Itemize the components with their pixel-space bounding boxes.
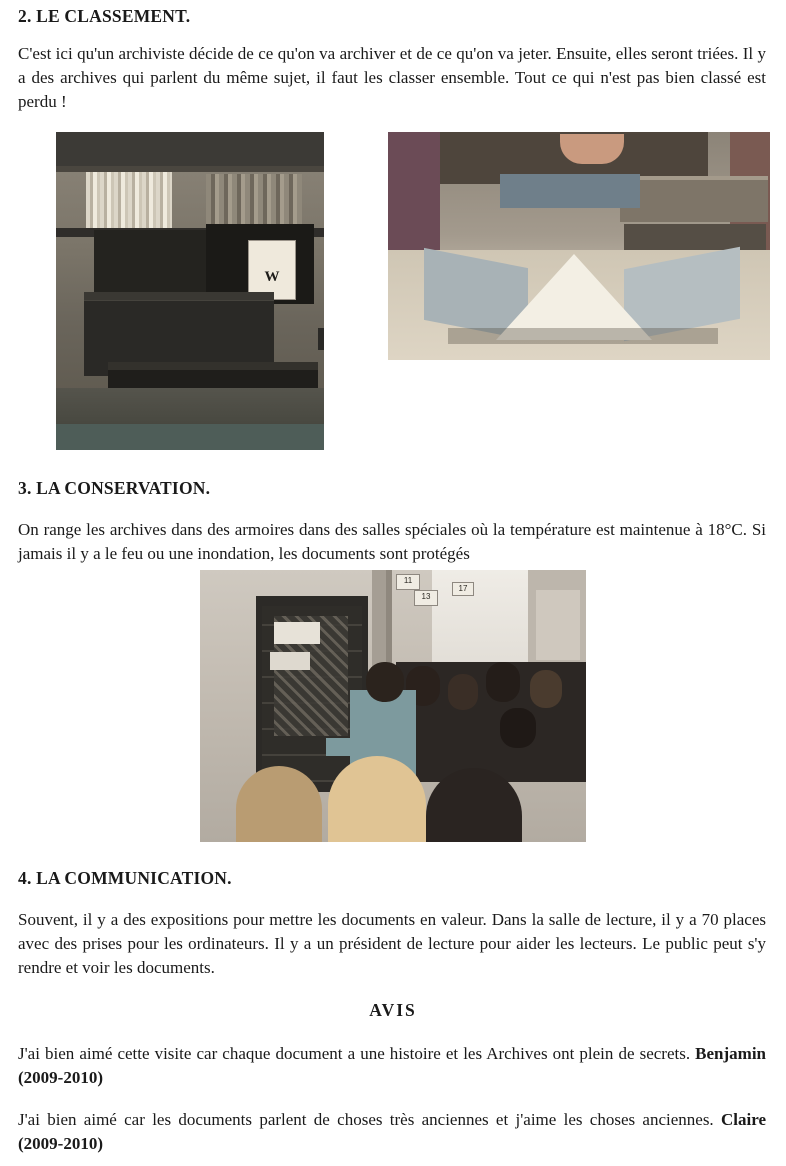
photo2-shadow (448, 328, 718, 344)
photo-group-visit-archive-room (200, 570, 586, 842)
photo1-label-tag-text: W (264, 269, 280, 285)
paragraph-le-classement: C'est ici qu'un archiviste décide de ce qu'on va archiver et de ce qu'on va jeter. Ensuite, elles seront triées. Il y a des archives qui parlent du même sujet, il faut les classer ensemble. Tout ce qui n'est pas bien classé est perdu ! (18, 44, 766, 112)
photo3-guide-head (366, 662, 404, 702)
paragraph-la-conservation: On range les archives dans des armoires dans des salles spéciales où la température est maintenue à 18°C. Si jamais il y a le feu ou une inondation, les documents sont protégés (18, 520, 766, 564)
photo3-shelf-number-17: 17 (452, 582, 474, 596)
photo3-head-4 (530, 670, 562, 708)
photo3-head-3 (486, 662, 520, 702)
paragraph-la-communication: Souvent, il y a des expositions pour mettre les documents en valeur. Dans la salle de lecture, il y a 70 places avec des prises pour les ordinateurs. Il y a un président de lecture pour aider les lecteurs. Le public peut s'y rendre et voir les documents. (18, 910, 766, 978)
photo2-person-left (388, 132, 440, 252)
photo2-document-stack-lower (624, 224, 766, 252)
photo1-clip (318, 328, 324, 350)
heading-la-communication: 4. LA COMMUNICATION. (18, 868, 232, 888)
avis-title: AVIS (369, 1000, 417, 1020)
avis-entry-benjamin-signature: Benjamin (2009-2010) (18, 1044, 766, 1088)
photo-archive-boxes-shelf (56, 132, 324, 450)
heading-la-conservation: 3. LA CONSERVATION. (18, 478, 211, 498)
photo-open-folder-table (388, 132, 770, 360)
photo1-shelf-top (56, 132, 324, 166)
photo2-document-stack-upper (620, 176, 768, 222)
avis-entry-benjamin (18, 1042, 766, 1090)
avis-entry-claire-signature: Claire (2009-2010) (18, 1110, 766, 1154)
photo1-books-right (206, 174, 302, 228)
photo3-guide-arm (326, 738, 370, 756)
avis-entry-claire (18, 1108, 766, 1156)
photo3-sign-lower (270, 652, 310, 670)
photo3-shelf-number-13: 13 (414, 590, 438, 606)
figure-row-classement (56, 132, 770, 452)
photo3-head-5 (500, 708, 536, 748)
photo3-shelf-number-11: 11 (396, 574, 420, 590)
photo3-far-shelf (536, 590, 580, 660)
photo1-books-left (86, 172, 172, 228)
photo3-sign-upper (274, 622, 320, 644)
photo2-grey-box (500, 174, 640, 208)
avis-entry-benjamin-text: J'ai bien aimé cette visite car chaque document a une histoire et les Archives ont plein de secrets. (18, 1044, 696, 1063)
photo2-hand (560, 134, 624, 164)
photo3-foreground-head-1 (236, 766, 322, 842)
heading-le-classement: 2. LE CLASSEMENT. (18, 6, 191, 26)
avis-entry-claire-text: J'ai bien aimé car les documents parlent de choses très anciennes et j'aime les choses anciennes. (18, 1110, 721, 1129)
photo1-label-tag (248, 240, 296, 300)
photo3-head-2 (448, 674, 478, 710)
photo1-floor-strip (56, 424, 324, 450)
